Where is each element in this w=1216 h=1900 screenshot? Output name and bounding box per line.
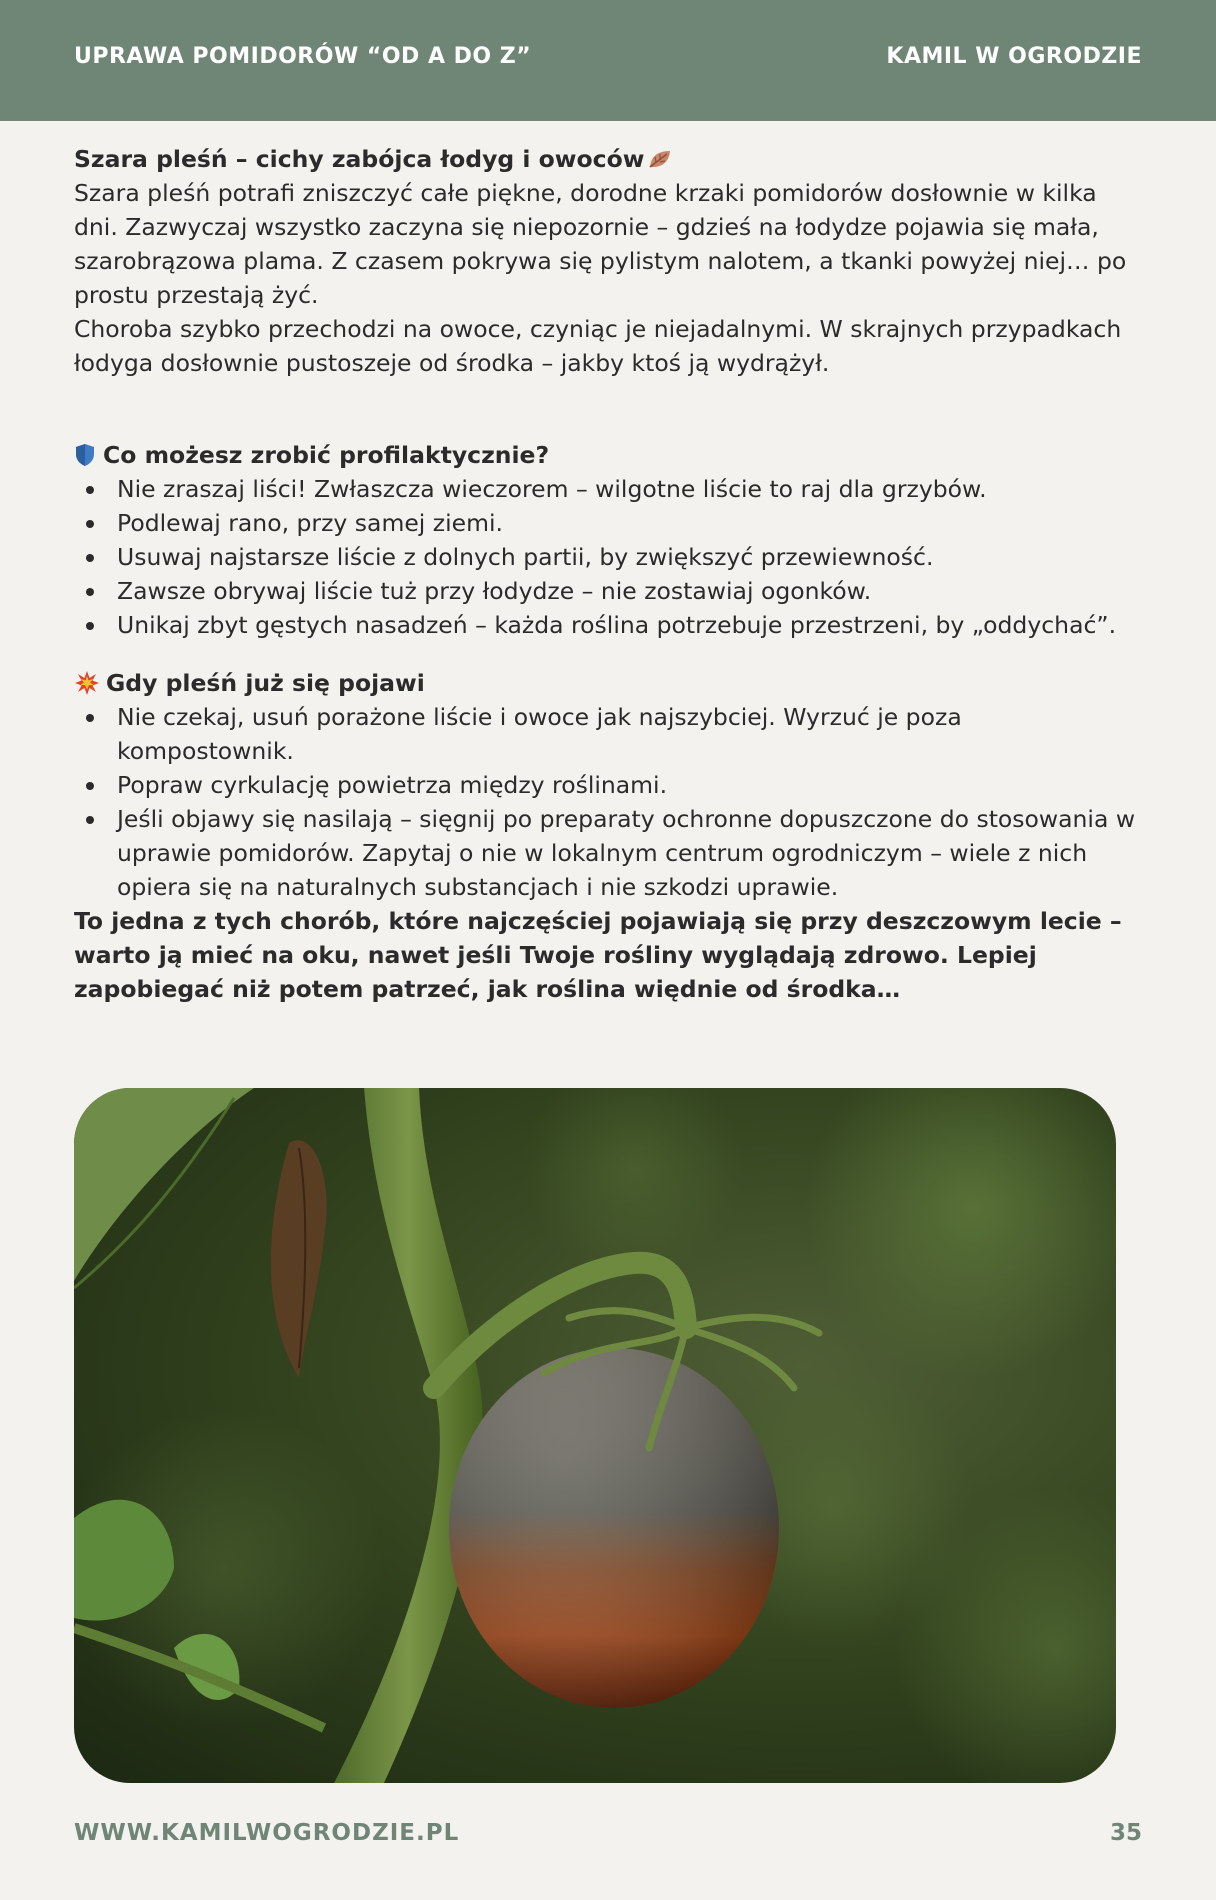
list-item: Zawsze obrywaj liście tuż przy łodydze – nie zostawiaj ogonków. (74, 574, 1144, 608)
list-item: Nie zraszaj liści! Zwłaszcza wieczorem – wilgotne liście to raj dla grzybów. (74, 472, 1144, 506)
list-item: Nie czekaj, usuń porażone liście i owoce jak najszybciej. Wyrzuć je poza kompostownik. (74, 700, 1144, 768)
closing-paragraph: To jedna z tych chorób, które najczęściej pojawiają się przy deszczowym lecie – warto ją mieć na oku, nawet jeśli Twoje rośliny wyglądają zdrowo. Lepiej zapobiegać niż potem patrzeć, jak roślina więdnie od środka… (74, 907, 1122, 1003)
book-title: UPRAWA POMIDORÓW “OD A DO Z” (74, 44, 532, 69)
page-number: 35 (1109, 1820, 1142, 1846)
prevention-heading (74, 438, 1144, 472)
gray-mold-heading-text: Szara pleśń – cichy zabójca łodyg i owoców (74, 145, 645, 173)
prevention-list (74, 472, 1144, 642)
list-item: Unikaj zbyt gęstych nasadzeń – każda roślina potrzebuje przestrzeni, by „oddychać”. (74, 608, 1144, 642)
treatment-heading-text: Gdy pleśń już się pojawi (106, 669, 425, 697)
prevention-heading-text: Co możesz zrobić profilaktycznie? (103, 441, 550, 469)
spacer (74, 380, 1144, 414)
list-item: Podlewaj rano, przy samej ziemi. (74, 506, 1144, 540)
author-title: KAMIL W OGRODZIE (886, 44, 1142, 69)
treatment-list (74, 700, 1144, 904)
list-item: Popraw cyrkulację powietrza między roślinami. (74, 768, 1144, 802)
fallen-leaf-icon (647, 148, 673, 170)
gray-mold-paragraph-1: Szara pleśń potrafi zniszczyć całe piękne, dorodne krzaki pomidorów dosłownie w kilka dni. Zazwyczaj wszystko zaczyna się niepozornie – gdzieś na łodydze pojawia się mała, szarobrązowa plama. Z czasem pokrywa się pylistym nalotem, a tkanki powyżej niej… po prostu przestają żyć. (74, 179, 1127, 309)
gray-mold-paragraph-2: Choroba szybko przechodzi na owoce, czyniąc je niejadalnymi. W skrajnych przypadkach łodyga dosłownie pustoszeje od środka – jakby ktoś ją wydrążył. (74, 315, 1122, 377)
page-content (74, 142, 1144, 1006)
tomato-gray-mold-photo (74, 1088, 1116, 1783)
shield-icon (74, 443, 96, 467)
list-item: Jeśli objawy się nasilają – sięgnij po preparaty ochronne dopuszczone do stosowania w uprawie pomidorów. Zapytaj o nie w lokalnym centrum ogrodniczym – wiele z nich opiera się na naturalnych substancjach i nie szkodzi uprawie. (74, 802, 1144, 904)
collision-burst-icon (74, 670, 100, 696)
photo-illustration (74, 1088, 1116, 1783)
treatment-heading (74, 666, 1144, 700)
treatment-section (74, 666, 1144, 904)
page-header (0, 0, 1216, 121)
website-link[interactable]: WWW.KAMILWOGRODZIE.PL (74, 1820, 460, 1846)
prevention-section (74, 438, 1144, 642)
section-heading-gray-mold (74, 142, 1144, 176)
list-item: Usuwaj najstarsze liście z dolnych partii, by zwiększyć przewiewność. (74, 540, 1144, 574)
